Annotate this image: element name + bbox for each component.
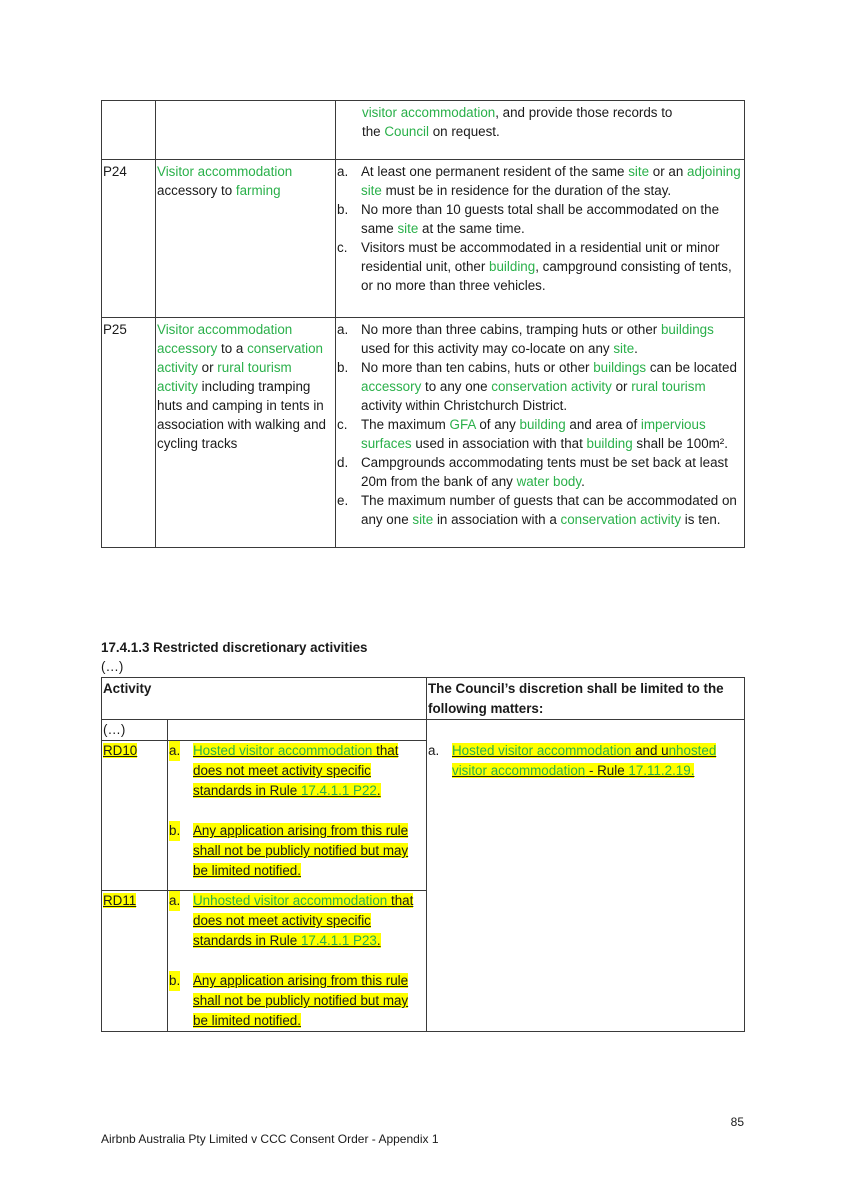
rule-code-p24: P24 xyxy=(102,160,156,318)
table-header-row xyxy=(102,678,745,720)
discretion-cell xyxy=(427,741,745,1032)
list-item: d. Campgrounds accommodating tents must be set back at least 20m from the bank of any water body. xyxy=(337,455,728,489)
standards-p25 xyxy=(336,318,745,548)
list-item: a. Hosted visitor accommodation and unhosted visitor accommodation - Rule 17.11.2.19. xyxy=(428,742,717,778)
list-item: c. The maximum GFA of any building and area of impervious surfaces used in association with that building shall be 100m². xyxy=(337,417,728,451)
rule-code-rd10: RD10 xyxy=(102,741,168,891)
list-item: b. Any application arising from this rule shall not be publicly notified but may be limited notified. xyxy=(169,973,409,1028)
list-item: e. The maximum number of guests that can be accommodated on any one site in association with a conservation activity is ten. xyxy=(337,493,737,527)
list-item: b. No more than 10 guests total shall be accommodated on the same site at the same time. xyxy=(337,202,720,236)
footer-text: Airbnb Australia Pty Limited v CCC Consent Order - Appendix 1 xyxy=(101,1132,439,1146)
activity-rd11 xyxy=(168,891,427,1032)
continued-standards-cell: visitor accommodation, and provide those records to the Council on request. xyxy=(336,101,745,160)
section-heading: 17.4.1.3 Restricted discretionary activities xyxy=(101,640,368,655)
activity-p24: Visitor accommodation accessory to farming xyxy=(156,160,336,318)
rule-code-rd11: RD11 xyxy=(102,891,168,1032)
table-row-p25 xyxy=(102,318,745,548)
list-item: b. Any application arising from this rule shall not be publicly notified but may be limited notified. xyxy=(169,823,409,878)
list-item: a. Unhosted visitor accommodation that does not meet activity specific standards in Rule 17.4.1.1 P23. xyxy=(169,893,414,948)
list-item: b. No more than ten cabins, huts or other buildings can be located accessory to any one conservation activity or rural tourism activity within Christchurch District. xyxy=(337,360,737,413)
table-row-ellipsis xyxy=(102,720,745,741)
table-row-rd10 xyxy=(102,741,745,891)
table-row-p24 xyxy=(102,160,745,318)
permitted-activities-table xyxy=(101,100,745,548)
rule-code-p25: P25 xyxy=(102,318,156,548)
page-number: 85 xyxy=(730,1115,744,1129)
activity-p25: Visitor accommodation accessory to a conservation activity or rural tourism activity including tramping huts and camping in tents in association with walking and cycling tracks xyxy=(156,318,336,548)
list-item: c. Visitors must be accommodated in a residential unit or minor residential unit, other building, campground consisting of tents, or no more than three vehicles. xyxy=(337,240,732,293)
header-activity: Activity xyxy=(102,678,427,720)
list-item: a. Hosted visitor accommodation that does not meet activity specific standards in Rule 17.4.1.1 P22. xyxy=(169,743,399,798)
header-discretion: The Council’s discretion shall be limited to the following matters: xyxy=(427,678,745,720)
restricted-discretionary-table xyxy=(101,677,745,1032)
table-row-continued xyxy=(102,101,745,160)
list-item: a. At least one permanent resident of the same site or an adjoining site must be in residence for the duration of the stay. xyxy=(337,164,741,198)
list-item: a. No more than three cabins, tramping huts or other buildings used for this activity may co-locate on any site. xyxy=(337,322,714,356)
ellipsis-cell: (…) xyxy=(102,720,168,741)
activity-rd10 xyxy=(168,741,427,891)
ellipsis-text: (…) xyxy=(101,659,124,674)
standards-p24 xyxy=(336,160,745,318)
